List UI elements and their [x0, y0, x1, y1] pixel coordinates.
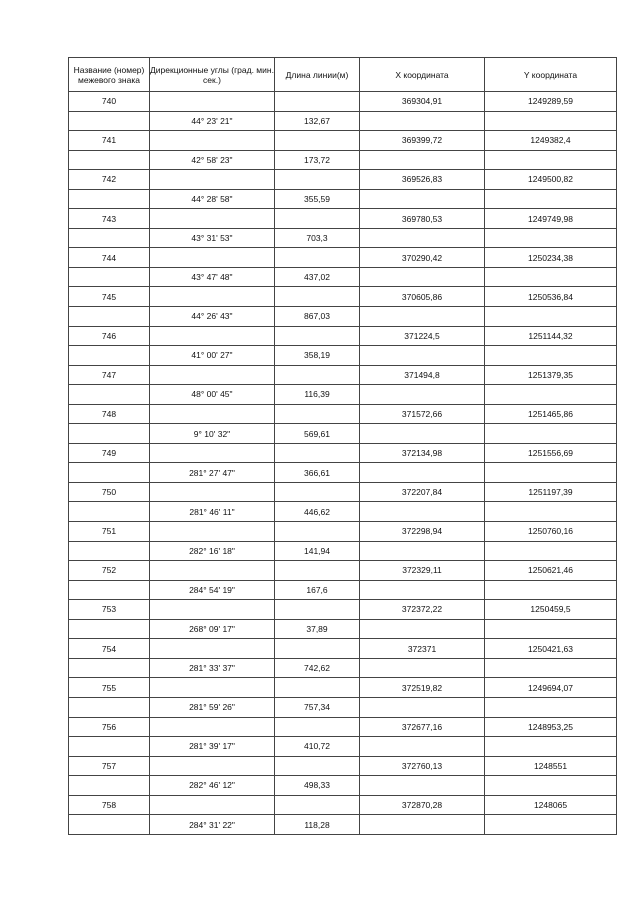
cell-point-name: 742 [69, 170, 150, 190]
cell-x-coordinate: 372134,98 [360, 443, 485, 463]
cell-point-name: 741 [69, 131, 150, 151]
line-row [69, 815, 617, 835]
cell-y-coordinate [485, 463, 617, 483]
cell-direction-angle [150, 600, 275, 620]
cell-y-coordinate [485, 189, 617, 209]
cell-y-coordinate [485, 307, 617, 327]
cell-line-length: 141,94 [275, 541, 360, 561]
cell-point-name: 747 [69, 365, 150, 385]
cell-x-coordinate: 372519,82 [360, 678, 485, 698]
cell-x-coordinate [360, 619, 485, 639]
cell-point-name: 755 [69, 678, 150, 698]
cell-direction-angle: 281° 59' 26" [150, 697, 275, 717]
cell-y-coordinate: 1251465,86 [485, 404, 617, 424]
cell-y-coordinate: 1251197,39 [485, 482, 617, 502]
cell-y-coordinate: 1251144,32 [485, 326, 617, 346]
cell-y-coordinate: 1250459,5 [485, 600, 617, 620]
cell-y-coordinate: 1248551 [485, 756, 617, 776]
line-row [69, 385, 617, 405]
cell-x-coordinate [360, 502, 485, 522]
cell-y-coordinate [485, 385, 617, 405]
cell-x-coordinate [360, 307, 485, 327]
cell-point-name: 751 [69, 522, 150, 542]
cell-x-coordinate [360, 658, 485, 678]
cell-line-length [275, 131, 360, 151]
cell-point-name [69, 697, 150, 717]
point-row [69, 404, 617, 424]
line-row [69, 737, 617, 757]
cell-line-length [275, 482, 360, 502]
cell-point-name: 758 [69, 795, 150, 815]
cell-point-name: 744 [69, 248, 150, 268]
cell-line-length [275, 92, 360, 112]
cell-x-coordinate [360, 228, 485, 248]
cell-point-name: 743 [69, 209, 150, 229]
cell-direction-angle: 43° 31' 53" [150, 228, 275, 248]
cell-line-length [275, 756, 360, 776]
cell-direction-angle [150, 131, 275, 151]
line-row [69, 307, 617, 327]
cell-y-coordinate: 1249500,82 [485, 170, 617, 190]
cell-x-coordinate [360, 580, 485, 600]
cell-y-coordinate [485, 658, 617, 678]
cell-point-name: 756 [69, 717, 150, 737]
cell-y-coordinate [485, 424, 617, 444]
cell-direction-angle: 282° 46' 12" [150, 776, 275, 796]
point-row [69, 600, 617, 620]
cell-line-length: 132,67 [275, 111, 360, 131]
cell-y-coordinate: 1250421,63 [485, 639, 617, 659]
cell-direction-angle [150, 678, 275, 698]
cell-y-coordinate [485, 346, 617, 366]
cell-x-coordinate [360, 385, 485, 405]
point-row [69, 248, 617, 268]
cell-direction-angle [150, 443, 275, 463]
point-row [69, 170, 617, 190]
cell-direction-angle: 282° 16' 18" [150, 541, 275, 561]
cell-direction-angle: 281° 46' 11" [150, 502, 275, 522]
cell-line-length: 569,61 [275, 424, 360, 444]
cell-y-coordinate [485, 776, 617, 796]
cell-direction-angle: 9° 10' 32" [150, 424, 275, 444]
cell-x-coordinate [360, 697, 485, 717]
point-row [69, 561, 617, 581]
cell-direction-angle [150, 482, 275, 502]
cell-line-length [275, 639, 360, 659]
cell-x-coordinate [360, 541, 485, 561]
line-row [69, 541, 617, 561]
cell-line-length [275, 678, 360, 698]
cell-direction-angle [150, 326, 275, 346]
line-row [69, 697, 617, 717]
cell-point-name: 746 [69, 326, 150, 346]
cell-x-coordinate: 372372,22 [360, 600, 485, 620]
cell-line-length [275, 209, 360, 229]
cell-direction-angle [150, 248, 275, 268]
cell-line-length [275, 326, 360, 346]
cell-line-length: 703,3 [275, 228, 360, 248]
cell-point-name [69, 267, 150, 287]
cell-point-name [69, 385, 150, 405]
cell-direction-angle: 281° 33' 37" [150, 658, 275, 678]
point-row [69, 287, 617, 307]
cell-line-length [275, 717, 360, 737]
cell-direction-angle [150, 209, 275, 229]
cell-y-coordinate [485, 150, 617, 170]
point-row [69, 92, 617, 112]
line-row [69, 150, 617, 170]
cell-direction-angle [150, 92, 275, 112]
line-row [69, 658, 617, 678]
coordinates-table [68, 57, 617, 835]
cell-direction-angle: 284° 31' 22" [150, 815, 275, 835]
boundary-coordinates-sheet [68, 57, 611, 835]
cell-point-name: 753 [69, 600, 150, 620]
cell-point-name [69, 463, 150, 483]
point-row [69, 522, 617, 542]
cell-direction-angle [150, 404, 275, 424]
cell-direction-angle [150, 170, 275, 190]
cell-line-length: 167,6 [275, 580, 360, 600]
cell-x-coordinate [360, 463, 485, 483]
cell-point-name: 749 [69, 443, 150, 463]
point-row [69, 639, 617, 659]
cell-x-coordinate: 370290,42 [360, 248, 485, 268]
cell-y-coordinate [485, 228, 617, 248]
cell-y-coordinate: 1250760,16 [485, 522, 617, 542]
cell-point-name [69, 815, 150, 835]
cell-direction-angle [150, 287, 275, 307]
cell-direction-angle [150, 717, 275, 737]
cell-direction-angle: 284° 54' 19" [150, 580, 275, 600]
cell-direction-angle: 281° 27' 47" [150, 463, 275, 483]
line-row [69, 267, 617, 287]
cell-y-coordinate: 1249289,59 [485, 92, 617, 112]
point-row [69, 365, 617, 385]
header-name: Название (номер) межевого знака [69, 58, 150, 92]
cell-point-name [69, 150, 150, 170]
cell-y-coordinate [485, 111, 617, 131]
cell-y-coordinate [485, 697, 617, 717]
cell-y-coordinate: 1249749,98 [485, 209, 617, 229]
table-body [69, 92, 617, 835]
cell-y-coordinate: 1250621,46 [485, 561, 617, 581]
cell-x-coordinate [360, 815, 485, 835]
cell-direction-angle: 41° 00' 27" [150, 346, 275, 366]
cell-direction-angle: 43° 47' 48" [150, 267, 275, 287]
cell-point-name [69, 189, 150, 209]
cell-point-name [69, 619, 150, 639]
cell-direction-angle: 44° 23' 21" [150, 111, 275, 131]
cell-line-length [275, 170, 360, 190]
cell-x-coordinate: 370605,86 [360, 287, 485, 307]
cell-y-coordinate [485, 737, 617, 757]
cell-x-coordinate: 372760,13 [360, 756, 485, 776]
header-y: Y координата [485, 58, 617, 92]
cell-x-coordinate: 371224,5 [360, 326, 485, 346]
cell-point-name: 752 [69, 561, 150, 581]
cell-x-coordinate [360, 267, 485, 287]
cell-line-length: 358,19 [275, 346, 360, 366]
point-row [69, 795, 617, 815]
cell-line-length [275, 795, 360, 815]
cell-y-coordinate [485, 580, 617, 600]
cell-line-length: 116,39 [275, 385, 360, 405]
cell-x-coordinate: 372329,11 [360, 561, 485, 581]
cell-point-name: 745 [69, 287, 150, 307]
cell-x-coordinate [360, 346, 485, 366]
cell-direction-angle [150, 365, 275, 385]
cell-point-name: 750 [69, 482, 150, 502]
cell-x-coordinate: 372371 [360, 639, 485, 659]
cell-y-coordinate: 1249694,07 [485, 678, 617, 698]
cell-direction-angle [150, 756, 275, 776]
cell-direction-angle [150, 795, 275, 815]
cell-direction-angle [150, 561, 275, 581]
line-row [69, 502, 617, 522]
cell-y-coordinate: 1248953,25 [485, 717, 617, 737]
cell-line-length: 355,59 [275, 189, 360, 209]
cell-y-coordinate [485, 267, 617, 287]
cell-line-length: 410,72 [275, 737, 360, 757]
cell-line-length: 366,61 [275, 463, 360, 483]
cell-x-coordinate: 372298,94 [360, 522, 485, 542]
cell-line-length: 437,02 [275, 267, 360, 287]
cell-y-coordinate: 1251379,35 [485, 365, 617, 385]
cell-line-length: 173,72 [275, 150, 360, 170]
cell-line-length [275, 443, 360, 463]
cell-x-coordinate [360, 189, 485, 209]
cell-y-coordinate: 1249382,4 [485, 131, 617, 151]
cell-x-coordinate [360, 776, 485, 796]
cell-line-length [275, 287, 360, 307]
point-row [69, 326, 617, 346]
cell-x-coordinate: 369304,91 [360, 92, 485, 112]
cell-direction-angle: 44° 26' 43" [150, 307, 275, 327]
cell-x-coordinate [360, 111, 485, 131]
cell-x-coordinate: 372207,84 [360, 482, 485, 502]
cell-x-coordinate: 371572,66 [360, 404, 485, 424]
cell-x-coordinate: 369526,83 [360, 170, 485, 190]
cell-point-name [69, 658, 150, 678]
cell-x-coordinate [360, 424, 485, 444]
point-row [69, 482, 617, 502]
point-row [69, 717, 617, 737]
cell-point-name: 754 [69, 639, 150, 659]
cell-line-length [275, 248, 360, 268]
point-row [69, 756, 617, 776]
cell-point-name: 757 [69, 756, 150, 776]
cell-line-length: 37,89 [275, 619, 360, 639]
cell-x-coordinate: 369780,53 [360, 209, 485, 229]
cell-line-length: 498,33 [275, 776, 360, 796]
cell-y-coordinate [485, 815, 617, 835]
cell-line-length [275, 561, 360, 581]
line-row [69, 424, 617, 444]
cell-line-length [275, 404, 360, 424]
table-header-row [69, 58, 617, 92]
cell-direction-angle: 48° 00' 45" [150, 385, 275, 405]
cell-line-length: 742,62 [275, 658, 360, 678]
cell-y-coordinate [485, 502, 617, 522]
cell-x-coordinate [360, 737, 485, 757]
cell-direction-angle [150, 639, 275, 659]
point-row [69, 131, 617, 151]
cell-line-length: 757,34 [275, 697, 360, 717]
cell-point-name: 748 [69, 404, 150, 424]
cell-x-coordinate: 371494,8 [360, 365, 485, 385]
cell-point-name [69, 502, 150, 522]
cell-line-length [275, 522, 360, 542]
line-row [69, 228, 617, 248]
cell-direction-angle [150, 522, 275, 542]
line-row [69, 189, 617, 209]
cell-point-name [69, 346, 150, 366]
cell-y-coordinate [485, 619, 617, 639]
cell-point-name [69, 580, 150, 600]
point-row [69, 209, 617, 229]
cell-x-coordinate [360, 150, 485, 170]
line-row [69, 580, 617, 600]
header-angle: Дирекционные углы (град. мин. сек.) [150, 58, 275, 92]
cell-point-name [69, 737, 150, 757]
cell-y-coordinate: 1248065 [485, 795, 617, 815]
cell-direction-angle: 281° 39' 17" [150, 737, 275, 757]
cell-point-name [69, 424, 150, 444]
cell-x-coordinate: 372870,28 [360, 795, 485, 815]
cell-direction-angle: 268° 09' 17" [150, 619, 275, 639]
header-length: Длина линии(м) [275, 58, 360, 92]
cell-point-name [69, 776, 150, 796]
cell-point-name [69, 307, 150, 327]
line-row [69, 776, 617, 796]
cell-y-coordinate: 1250536,84 [485, 287, 617, 307]
cell-line-length [275, 365, 360, 385]
cell-point-name [69, 111, 150, 131]
point-row [69, 443, 617, 463]
point-row [69, 678, 617, 698]
cell-y-coordinate: 1251556,69 [485, 443, 617, 463]
cell-line-length: 446,62 [275, 502, 360, 522]
cell-point-name [69, 228, 150, 248]
cell-y-coordinate: 1250234,38 [485, 248, 617, 268]
cell-direction-angle: 42° 58' 23" [150, 150, 275, 170]
cell-x-coordinate: 372677,16 [360, 717, 485, 737]
header-x: X координата [360, 58, 485, 92]
cell-point-name [69, 541, 150, 561]
cell-x-coordinate: 369399,72 [360, 131, 485, 151]
line-row [69, 463, 617, 483]
cell-y-coordinate [485, 541, 617, 561]
cell-line-length: 118,28 [275, 815, 360, 835]
cell-line-length: 867,03 [275, 307, 360, 327]
cell-direction-angle: 44° 28' 58" [150, 189, 275, 209]
line-row [69, 346, 617, 366]
line-row [69, 111, 617, 131]
cell-point-name: 740 [69, 92, 150, 112]
line-row [69, 619, 617, 639]
cell-line-length [275, 600, 360, 620]
